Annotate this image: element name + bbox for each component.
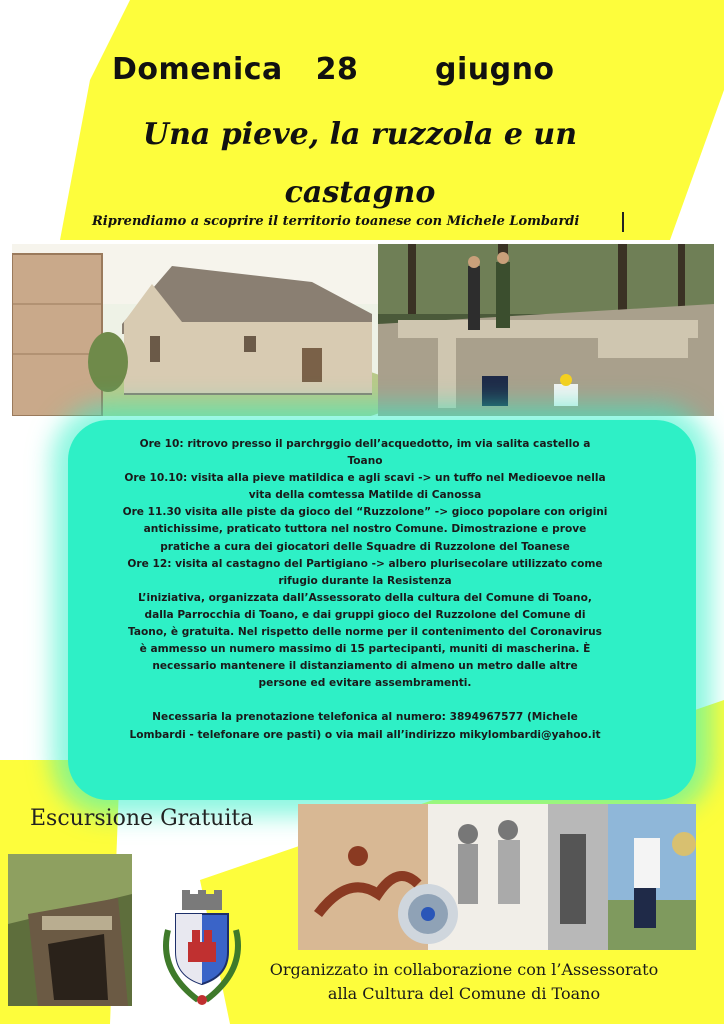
program-line: persone ed evitare assembramenti. — [258, 677, 472, 690]
program-line: pratiche a cura dei giocatori delle Squadre di Ruzzolone del Toanese — [160, 540, 570, 553]
program-line: Ore 12: visita al castagno del Partigiano -> albero plurisecolare utilizzato come — [127, 557, 603, 570]
booking-line: Necessaria la prenotazione telefonica al numero: 3894967577 (Michele — [152, 711, 578, 724]
excavation-photo — [378, 244, 714, 416]
organizer-line: Organizzato in collaborazione con l’Assessorato — [269, 960, 659, 979]
program-text — [76, 436, 654, 744]
program-line: necessario mantenere il distanziamento di almeno un metro dalle altre — [152, 660, 578, 673]
booking-line: Lombardi - telefonare ore pasti) o via mail all’indirizzo mikylombardi@yahoo.it — [129, 728, 601, 741]
program-line: antichissime, praticato tuttora nel nostro Comune. Dimostrazione e prove — [143, 523, 587, 536]
organizer-note — [244, 958, 684, 1006]
program-line: Toano — [347, 455, 383, 468]
program-line: Ore 10: ritrovo presso il parchrggio dell’acquedotto, im via salita castello a — [139, 438, 591, 450]
program-line: è ammesso un numero massimo di 15 partecipanti, muniti di mascherina. È — [139, 643, 591, 656]
program-line: Ore 11.30 visita alle piste da gioco del “Ruzzolone” -> gioco popolare con origini — [122, 506, 608, 519]
event-title: Una pieve, la ruzzola e un castagno — [142, 117, 578, 210]
program-line: vita della comtessa Matilde di Canossa — [248, 489, 482, 502]
event-date: Domenica 28 giugno — [112, 52, 555, 87]
toano-coat-of-arms-icon — [158, 890, 246, 1008]
organizer-line: alla Cultura del Comune di Toano — [327, 984, 601, 1003]
program-line: Ore 10.10: visita alla pieve matildica e agli scavi -> un tuffo nel Medioevoe nella — [124, 472, 606, 485]
program-line: Taono, è gratuita. Nel rispetto delle norme per il contenimento del Coronavirus — [128, 626, 602, 639]
event-subtitle: Riprendiamo a scoprire il territorio toanese con Michele Lombardi — [92, 214, 580, 229]
ruzzola-collage — [298, 804, 696, 950]
divider — [622, 212, 624, 232]
church-illustration — [12, 244, 378, 416]
chestnut-tree-photo — [8, 854, 132, 1006]
free-excursion-heading: Escursione Gratuita — [30, 806, 254, 831]
program-line: rifugio durante la Resistenza — [278, 574, 452, 587]
program-line: dalla Parrocchia di Toano, e dai gruppi gioco del Ruzzolone del Comune di — [144, 608, 586, 621]
program-line: L’iniziativa, organizzata dall’Assessorato della cultura del Comune di Toano, — [138, 591, 592, 604]
